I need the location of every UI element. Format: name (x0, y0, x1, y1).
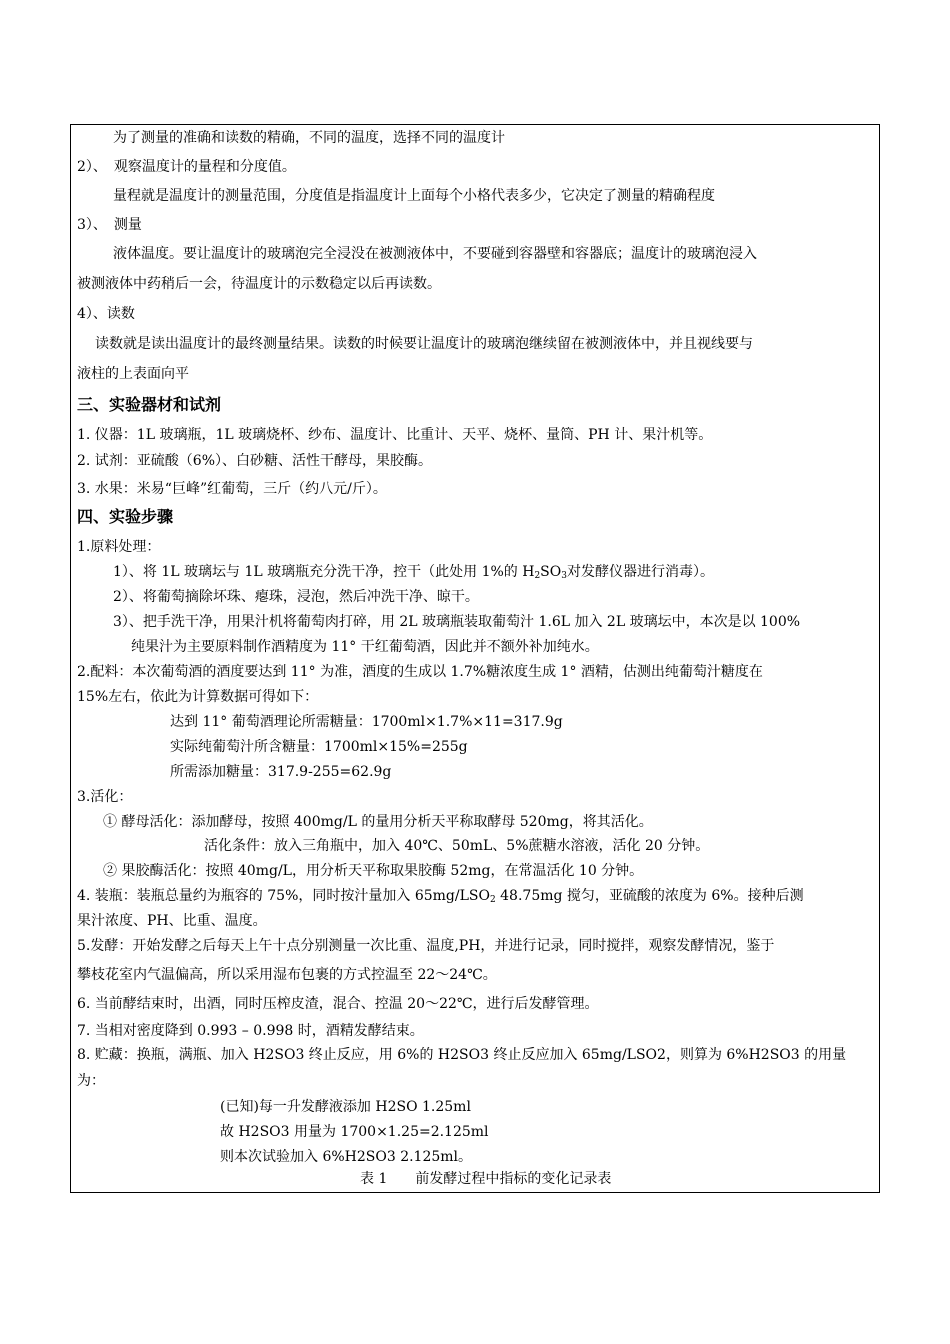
text-line (77, 887, 804, 905)
text-line: 故 H2SO3 用量为 1700×1.25=2.125ml (220, 1124, 489, 1140)
text-span: SO (540, 564, 562, 580)
subscript: 2 (534, 571, 541, 581)
subscript: 2 (489, 895, 496, 905)
text-span: 对发酵仪器进行消毒）。 (566, 564, 714, 580)
text-line: 为： (77, 1073, 105, 1089)
text-line: 2.配料：本次葡萄酒的酒度要达到 11° 为准，酒度的生成以 1.7%糖浓度生成 1° 酒精，估测出纯葡萄汁糖度在 (77, 664, 763, 680)
text-line: 2）、将葡萄摘除坏珠、瘪珠，浸泡，然后冲洗干净、晾干。 (113, 589, 479, 605)
text-line: 达到 11° 葡萄酒理论所需糖量：1700ml×1.7%×11=317.9g (170, 714, 563, 730)
text-span: 48.75mg 搅匀，亚硫酸的浓度为 6%。接种后测 (495, 888, 804, 904)
section-heading: 四、实验步骤 (77, 507, 174, 526)
text-line: 纯果汁为主要原料制作酒精度为 11° 干红葡萄酒，因此并不额外补加纯水。 (131, 639, 599, 655)
text-line: 1. 仪器：1L 玻璃瓶，1L 玻璃烧杯、纱布、温度计、比重计、天平、烧杯、量筒、PH 计、果汁机等。 (77, 427, 713, 443)
text-line: ① 酵母活化：添加酵母，按照 400mg/L 的量用分析天平称取酵母 520mg，将其活化。 (103, 814, 653, 830)
text-line (113, 563, 714, 581)
subscript: 3 (561, 571, 567, 581)
text-line: 3）、把手洗干净，用果汁机将葡萄肉打碎，用 2L 玻璃瓶装取葡萄汁 1.6L 加入 2L 玻璃坛中，本次是以 100% (113, 614, 801, 630)
text-line: 5.发酵：开始发酵之后每天上午十点分别测量一次比重、温度,PH，并进行记录，同时搅拌，观察发酵情况，鉴于 (77, 938, 775, 954)
text-line: 所需添加糖量：317.9-255=62.9g (170, 764, 392, 780)
text-line: ② 果胶酶活化：按照 40mg/L，用分析天平称取果胶酶 52mg，在常温活化 10 分钟。 (103, 863, 644, 879)
text-line: 6. 当前酵结束时，出酒，同时压榨皮渣，混合、控温 20～22℃，进行后发酵管理。 (77, 996, 599, 1012)
text-line: 7. 当相对密度降到 0.993 – 0.998 时，酒精发酵结束。 (77, 1023, 424, 1039)
text-line: 读数就是读出温度计的最终测量结果。读数的时候要让温度计的玻璃泡继续留在被测液体中，并且视线要与 (95, 336, 753, 352)
text-line: 2. 试剂：亚硫酸（6%）、白砂糖、活性干酵母，果胶酶。 (77, 453, 433, 469)
section-heading: 三、实验器材和试剂 (77, 395, 222, 414)
text-line: 实际纯葡萄汁所含糖量：1700ml×15%=255g (170, 739, 468, 755)
text-line: 3.活化： (77, 789, 133, 805)
text-line: 15%左右，依此为计算数据可得如下： (77, 689, 319, 705)
text-line: 1.原料处理： (77, 539, 161, 555)
text-line: 3）、 测量 (77, 217, 142, 233)
text-line: 2）、 观察温度计的量程和分度值。 (77, 159, 296, 175)
text-line: 为了测量的准确和读数的精确，不同的温度，选择不同的温度计 (113, 130, 505, 146)
text-span: 4. 装瓶：装瓶总量约为瓶容的 75%，同时按汁量加入 65mg/LSO (77, 888, 490, 904)
text-line: 4）、读数 (77, 306, 135, 322)
text-span: 1）、将 1L 玻璃坛与 1L 玻璃瓶充分洗干净，控干（此处用 1%的 H (113, 564, 535, 580)
text-line: (已知)每一升发酵液添加 H2SO 1.25ml (220, 1099, 471, 1115)
text-line: 攀枝花室内气温偏高，所以采用湿布包裹的方式控温至 22～24℃。 (77, 967, 497, 983)
text-line: 果汁浓度、PH、比重、温度。 (77, 913, 267, 929)
text-line: 量程就是温度计的测量范围，分度值是指温度计上面每个小格代表多少，它决定了测量的精确程度 (113, 188, 715, 204)
text-line: 3. 水果：米易“巨峰”红葡萄，三斤（约八元/斤）。 (77, 481, 387, 497)
text-line: 液柱的上表面向平 (77, 366, 189, 382)
text-line: 8. 贮藏：换瓶，满瓶、加入 H2SO3 终止反应，用 6%的 H2SO3 终止反应加入 65mg/LSO2，则算为 6%H2SO3 的用量 (77, 1047, 847, 1063)
text-line: 被测液体中药稍后一会，待温度计的示数稳定以后再读数。 (77, 276, 441, 292)
text-line: 液体温度。要让温度计的玻璃泡完全浸没在被测液体中，不要碰到容器壁和容器底；温度计的玻璃泡浸入 (113, 246, 757, 262)
table-caption: 表 1 前发酵过程中指标的变化记录表 (360, 1171, 612, 1187)
text-line: 则本次试验加入 6%H2SO3 2.125ml。 (220, 1149, 473, 1165)
text-line: 活化条件：放入三角瓶中，加入 40℃、50mL、5%蔗糖水溶液，活化 20 分钟。 (204, 838, 710, 854)
